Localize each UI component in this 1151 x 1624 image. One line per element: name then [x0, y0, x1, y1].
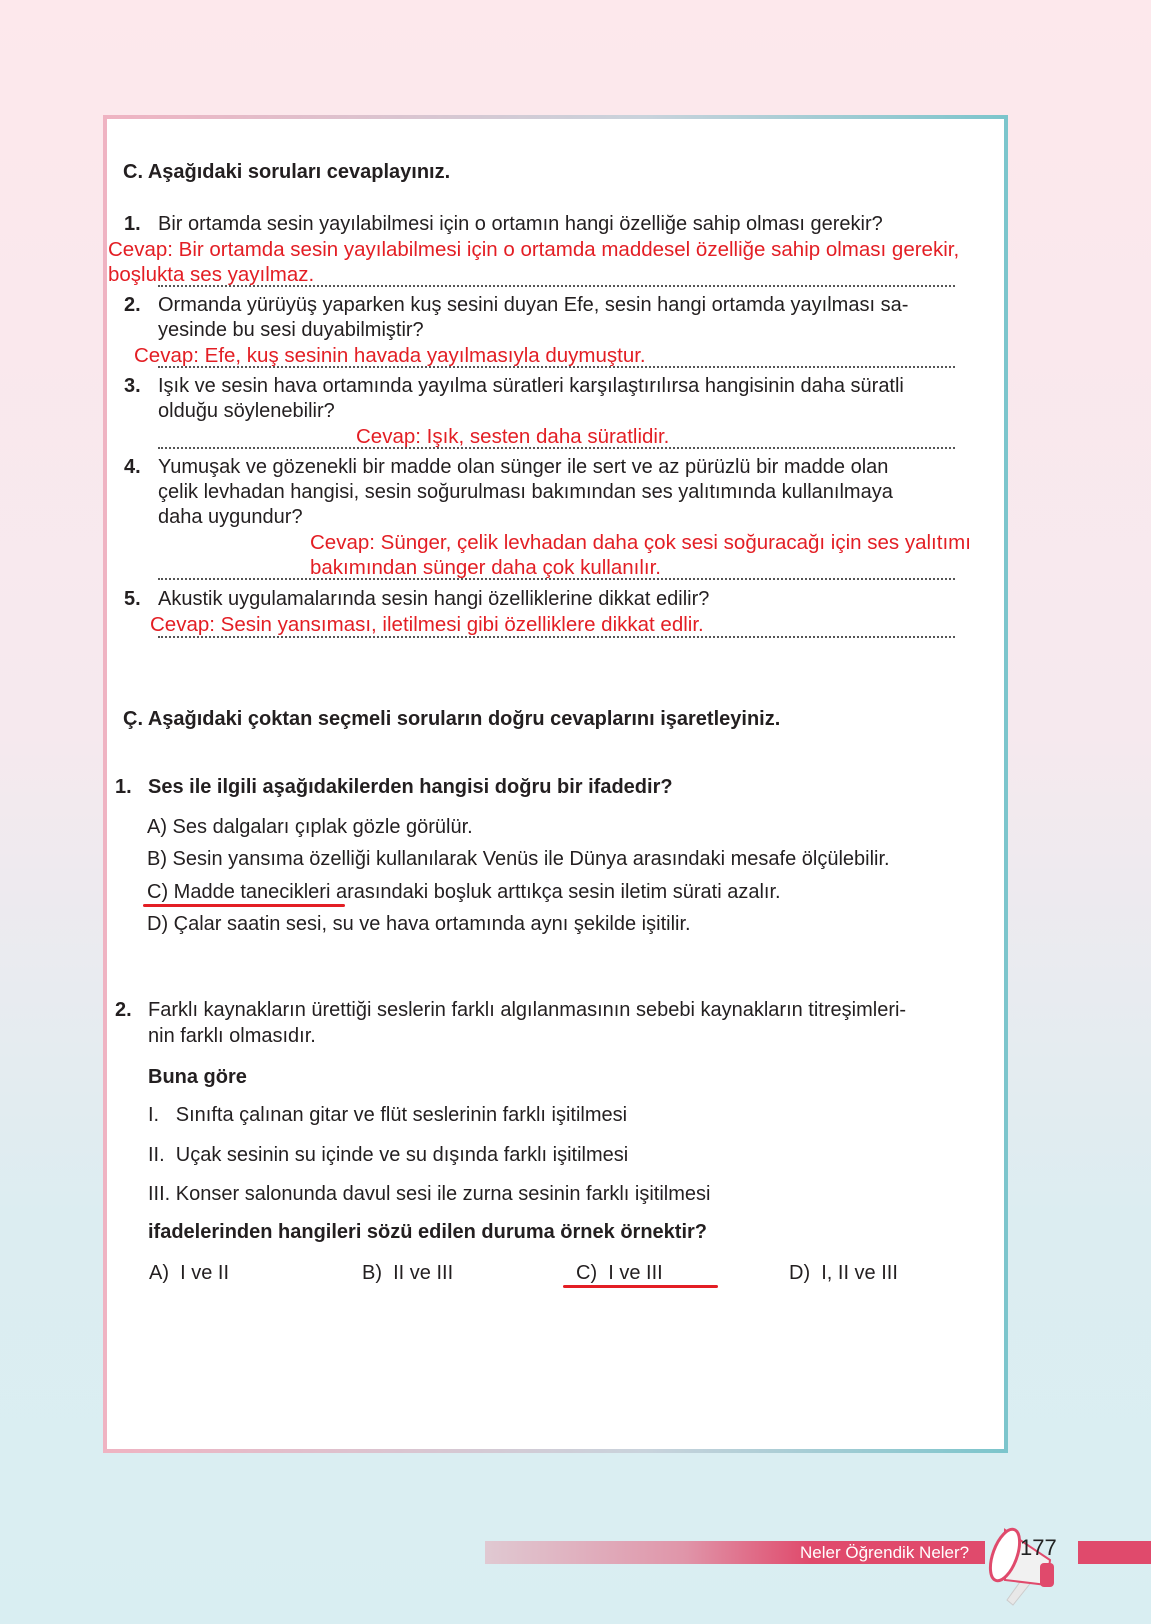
- q5-number: 5.: [124, 588, 141, 610]
- q2-answer: Cevap: Efe, kuş sesinin havada yayılmasıyla duymuştur.: [134, 344, 646, 367]
- q2-number: 2.: [124, 294, 141, 316]
- q4-answer-cont: bakımından sünger daha çok kullanılır.: [310, 556, 661, 579]
- mc2-stem: Farklı kaynakların ürettiği seslerin farklı algılanmasının sebebi kaynakların titreşimleri-: [148, 999, 907, 1021]
- q1-text: Bir ortamda sesin yayılabilmesi için o ortamın hangi özelliğe sahip olması gerekir?: [158, 213, 883, 235]
- q4-answer: Cevap: Sünger, çelik levhadan daha çok sesi soğuracağı için ses yalıtımı: [310, 531, 971, 554]
- q3-text-2: olduğu söylenebilir?: [158, 400, 335, 422]
- q5-text: Akustik uygulamalarında sesin hangi özelliklerine dikkat edilir?: [158, 588, 710, 610]
- mc2-option-b[interactable]: B) II ve III: [362, 1262, 454, 1284]
- mc2-question: ifadelerinden hangileri sözü edilen duruma örnek örnektir?: [148, 1221, 707, 1243]
- q1-number: 1.: [124, 213, 141, 235]
- mc1-option-d[interactable]: D) Çalar saatin sesi, su ve hava ortamında aynı şekilde işitilir.: [147, 913, 691, 935]
- q2-text: Ormanda yürüyüş yaparken kuş sesini duyan Efe, sesin hangi ortamda yayılması sa-: [158, 294, 909, 316]
- answer-line: [158, 366, 955, 368]
- mc2-option-d[interactable]: D) I, II ve III: [789, 1262, 898, 1284]
- answer-line: [158, 447, 955, 449]
- mc2-buna: Buna göre: [148, 1066, 247, 1088]
- mc2-item-1: I. Sınıfta çalınan gitar ve flüt seslerinin farklı işitilmesi: [148, 1104, 628, 1126]
- mc2-option-c[interactable]: C) I ve III: [576, 1262, 663, 1284]
- q3-answer: Cevap: Işık, sesten daha süratlidir.: [356, 425, 670, 448]
- mc1-stem: Ses ile ilgili aşağıdakilerden hangisi doğru bir ifadedir?: [148, 776, 673, 798]
- answer-underline: [563, 1285, 718, 1288]
- q5-answer: Cevap: Sesin yansıması, iletilmesi gibi özelliklere dikkat edlir.: [150, 613, 704, 636]
- mc1-option-a[interactable]: A) Ses dalgaları çıplak gözle görülür.: [147, 816, 473, 838]
- q2-text-2: yesinde bu sesi duyabilmiştir?: [158, 319, 424, 341]
- mc1-option-b[interactable]: B) Sesin yansıma özelliği kullanılarak Venüs ile Dünya arasındaki mesafe ölçülebilir.: [147, 848, 890, 870]
- mc2-number: 2.: [115, 999, 132, 1021]
- mc2-item-2: II. Uçak sesinin su içinde ve su dışında farklı işitilmesi: [148, 1144, 629, 1166]
- answer-line: [158, 285, 955, 287]
- mc2-item-3: III. Konser salonunda davul sesi ile zurna sesinin farklı işitilmesi: [148, 1183, 711, 1205]
- page-number: 177: [1020, 1535, 1057, 1560]
- section-c-heading: C. Aşağıdaki soruları cevaplayınız.: [123, 161, 451, 183]
- q4-text: Yumuşak ve gözenekli bir madde olan sünger ile sert ve az pürüzlü bir madde olan: [158, 456, 889, 478]
- q3-text: Işık ve sesin hava ortamında yayılma süratleri karşılaştırılırsa hangisinin daha süratli: [158, 375, 904, 397]
- footer-bar-right: [1078, 1541, 1151, 1564]
- q3-number: 3.: [124, 375, 141, 397]
- mc2-option-a[interactable]: A) I ve II: [149, 1262, 230, 1284]
- mc1-option-c[interactable]: C) Madde tanecikleri arasındaki boşluk arttıkça sesin iletim sürati azalır.: [147, 881, 781, 903]
- answer-underline: [143, 904, 345, 907]
- q4-text-3: daha uygundur?: [158, 506, 303, 528]
- footer-label: Neler Öğrendik Neler?: [800, 1543, 970, 1562]
- section-cc-heading: Ç. Aşağıdaki çoktan seçmeli soruların doğru cevaplarını işaretleyiniz.: [123, 708, 781, 730]
- mc2-stem-2: nin farklı olmasıdır.: [148, 1025, 316, 1047]
- answer-line: [158, 636, 955, 638]
- q1-answer: Cevap: Bir ortamda sesin yayılabilmesi için o ortamda maddesel özelliğe sahip olması gerekir,: [108, 238, 960, 261]
- q4-text-2: çelik levhadan hangisi, sesin soğurulması bakımından ses yalıtımında kullanılmaya: [158, 481, 893, 503]
- q4-number: 4.: [124, 456, 141, 478]
- mc1-number: 1.: [115, 776, 132, 798]
- q1-answer-cont: boşlukta ses yayılmaz.: [108, 263, 315, 286]
- answer-line: [158, 578, 955, 580]
